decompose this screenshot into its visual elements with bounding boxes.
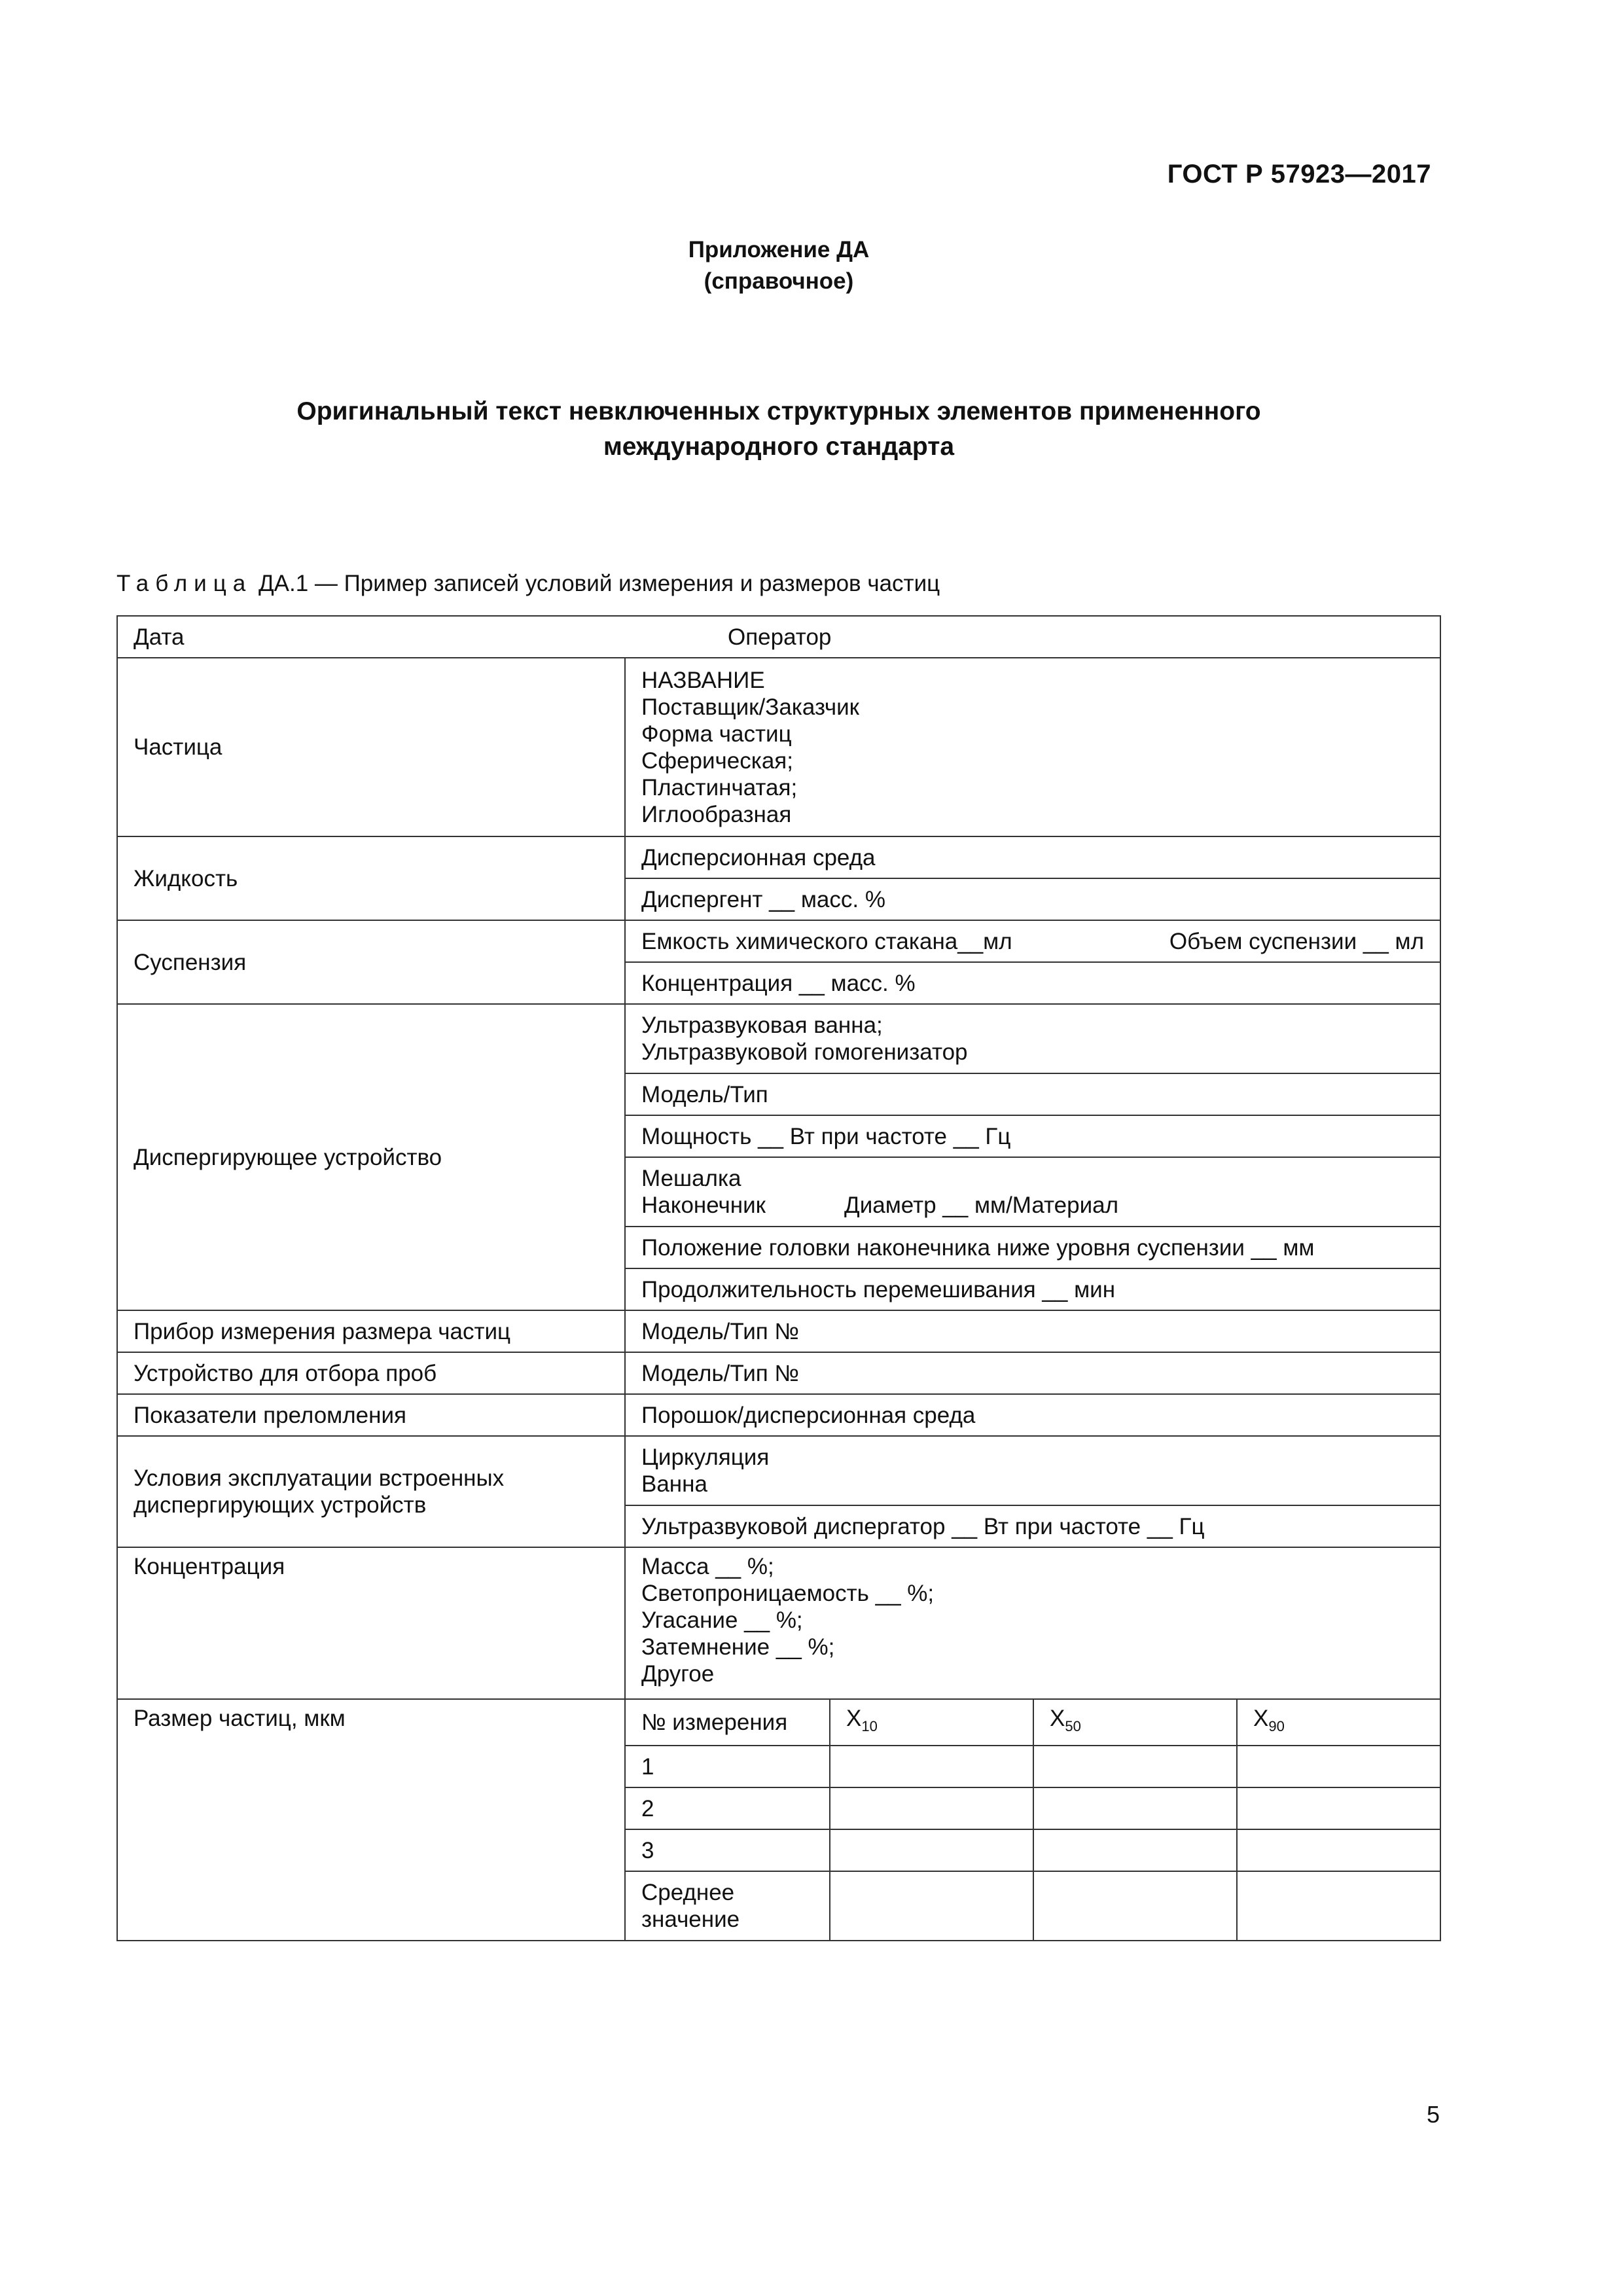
ultrasonic-bath: Ультразвуковая ванна; <box>641 1013 883 1038</box>
mean-label-line: Среднее <box>641 1880 735 1905</box>
bath: Ванна <box>641 1471 707 1497</box>
x90-header <box>1237 1699 1440 1746</box>
operator-label: Оператор <box>728 624 832 650</box>
suspension-beaker: Емкость химического стакана__мл <box>641 928 1012 954</box>
liquid-medium: Дисперсионная среда <box>625 836 1440 878</box>
sampler-value: Модель/Тип № <box>625 1352 1440 1394</box>
particle-line: Пластинчатая; <box>641 774 798 800</box>
ultrasonic-homogenizer: Ультразвуковой гомогенизатор <box>641 1039 968 1065</box>
tip: Наконечник <box>641 1193 766 1218</box>
table-row <box>117 1547 1440 1699</box>
instrument-value: Модель/Тип № <box>625 1310 1440 1352</box>
table-row <box>117 1394 1440 1436</box>
suspension-volume: Объем суспензии __ мл <box>1169 928 1425 954</box>
x10-cell[interactable] <box>830 1787 1033 1829</box>
concentration-line: Затемнение __ %; <box>641 1634 835 1660</box>
dispersing-device-label: Диспергирующее устройство <box>117 1004 625 1310</box>
x10-header <box>830 1699 1033 1746</box>
instrument-label: Прибор измерения размера частиц <box>117 1310 625 1352</box>
suspension-beaker-volume <box>625 920 1440 962</box>
particle-line: Поставщик/Заказчик <box>641 694 859 720</box>
particle-line: Форма частиц <box>641 721 792 747</box>
stirrer: Мешалка <box>641 1166 741 1191</box>
x90-mean-cell[interactable] <box>1237 1871 1440 1941</box>
table-row <box>117 616 1440 658</box>
refraction-label: Показатели преломления <box>117 1394 625 1436</box>
x50-subscript: 50 <box>1065 1718 1081 1734</box>
concentration-values <box>625 1547 1440 1699</box>
document-title <box>196 394 1361 465</box>
x10-cell[interactable] <box>830 1829 1033 1871</box>
concentration-line: Угасание __ %; <box>641 1607 803 1633</box>
x50-cell[interactable] <box>1033 1746 1237 1787</box>
builtin-circulation-bath <box>625 1436 1440 1505</box>
concentration-label: Концентрация <box>117 1547 625 1699</box>
x50-mean-cell[interactable] <box>1033 1871 1237 1941</box>
x-symbol: X <box>846 1706 862 1731</box>
sampler-label: Устройство для отбора проб <box>117 1352 625 1394</box>
x-symbol: X <box>1253 1706 1269 1731</box>
mean-value-label <box>625 1871 830 1941</box>
particle-size-label: Размер частиц, мкм <box>117 1699 625 1941</box>
concentration-line: Масса __ %; <box>641 1554 774 1579</box>
suspension-label: Суспензия <box>117 920 625 1004</box>
concentration-line: Другое <box>641 1661 715 1687</box>
table-caption-label: Таблица <box>116 571 253 596</box>
annex-title: Приложение ДА <box>688 237 870 262</box>
table-row <box>117 1004 1440 1073</box>
x50-cell[interactable] <box>1033 1829 1237 1871</box>
x90-cell[interactable] <box>1237 1787 1440 1829</box>
circulation: Циркуляция <box>641 1444 770 1470</box>
particle-line: Сферическая; <box>641 747 793 774</box>
particle-label: Частица <box>117 658 625 836</box>
liquid-dispersant: Диспергент __ масс. % <box>625 878 1440 920</box>
document-title-line-2: международного стандарта <box>603 433 955 461</box>
standard-code: ГОСТ Р 57923—2017 <box>1167 160 1431 188</box>
mean-label-line: значение <box>641 1907 740 1932</box>
table-row <box>117 1310 1440 1352</box>
x10-cell[interactable] <box>830 1746 1033 1787</box>
measurement-number: 2 <box>625 1787 830 1829</box>
dispersing-stirrer <box>625 1157 1440 1227</box>
suspension-concentration: Концентрация __ масс. % <box>625 962 1440 1004</box>
measurement-number-header: № измерения <box>625 1699 830 1746</box>
concentration-line: Светопроницаемость __ %; <box>641 1581 935 1606</box>
table-row <box>117 920 1440 962</box>
dispersing-model: Модель/Тип <box>625 1073 1440 1115</box>
table-row <box>117 1352 1440 1394</box>
table-caption-text: ДА.1 — Пример записей условий измерения и размеров частиц <box>252 571 940 596</box>
x90-subscript: 90 <box>1268 1718 1285 1734</box>
table-row <box>117 658 1440 836</box>
x90-cell[interactable] <box>1237 1829 1440 1871</box>
annex-heading <box>0 234 1558 297</box>
measurement-number: 1 <box>625 1746 830 1787</box>
dispersing-power: Мощность __ Вт при частоте __ Гц <box>625 1115 1440 1157</box>
x50-cell[interactable] <box>1033 1787 1237 1829</box>
date-label: Дата <box>134 624 185 650</box>
x10-mean-cell[interactable] <box>830 1871 1033 1941</box>
particle-line: Иглообразная <box>641 801 792 827</box>
diameter: Диаметр __ мм/Материал <box>844 1193 1119 1218</box>
date-operator-cell <box>117 616 1440 658</box>
dispersing-ultrasonic <box>625 1004 1440 1073</box>
dispersing-duration: Продолжительность перемешивания __ мин <box>625 1268 1440 1310</box>
page-number: 5 <box>1426 2101 1440 2128</box>
x-symbol: X <box>1050 1706 1065 1731</box>
builtin-conditions-label: Условия эксплуатации встроенных диспергирующих устройств <box>117 1436 625 1547</box>
x10-subscript: 10 <box>861 1718 878 1734</box>
measurement-record-table <box>116 615 1441 1941</box>
dispersing-head-position: Положение головки наконечника ниже уровня суспензии __ мм <box>625 1227 1440 1268</box>
liquid-label: Жидкость <box>117 836 625 920</box>
table-row <box>117 836 1440 878</box>
particle-values <box>625 658 1440 836</box>
annex-subtitle: (справочное) <box>704 268 854 294</box>
tip-diameter <box>641 1192 1424 1219</box>
refraction-value: Порошок/дисперсионная среда <box>625 1394 1440 1436</box>
table-row <box>117 1436 1440 1505</box>
x50-header <box>1033 1699 1237 1746</box>
particle-line: НАЗВАНИЕ <box>641 667 765 693</box>
x90-cell[interactable] <box>1237 1746 1440 1787</box>
builtin-ultrasonic: Ультразвуковой диспергатор __ Вт при частоте __ Гц <box>625 1505 1440 1547</box>
table-row <box>117 1699 1440 1746</box>
table-caption <box>116 571 940 597</box>
document-title-line-1: Оригинальный текст невключенных структурных элементов примененного <box>296 397 1261 425</box>
measurement-number: 3 <box>625 1829 830 1871</box>
